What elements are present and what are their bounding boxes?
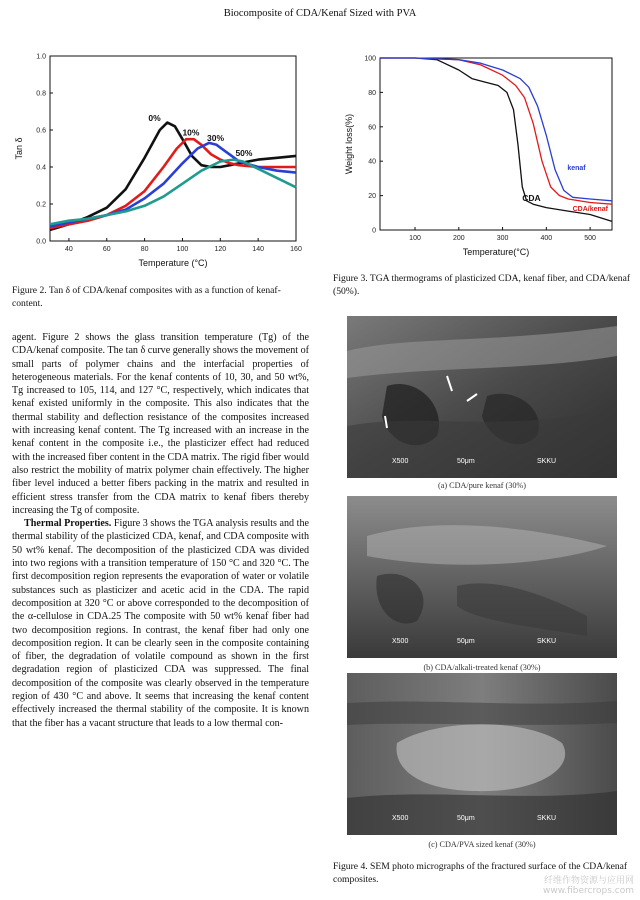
- sem-scale-bar-b: X500 50μm SKKU: [392, 638, 557, 645]
- y-tick-label: 40: [368, 158, 376, 166]
- watermark: 纤维作物资源与应用网 www.fibercrops.com: [543, 876, 634, 896]
- x-tick-label: 120: [214, 246, 227, 253]
- series-annotation: 0%: [148, 112, 161, 123]
- x-tick-label: 140: [252, 246, 264, 253]
- y-tick-label: 60: [368, 124, 376, 132]
- paragraph-thermal: Thermal Properties. Figure 3 shows the TGA analysis results and the thermal stability of the plasticized CDA, kenaf, and CDA composite with 50 wt% kenaf. The decomposition of the plasticized CDA was divided into two regions with a transition temperature of 150 °C and 320 °C. The first decomposition region represents the evaporation of water or volatile substances such as plasticizer and acetic acid in the CDA. The rapid decomposition at 320 °C or above corresponded to the decomposition of the α-cellulose in CDA.25 The composite with 50 wt% kenaf fiber had two decomposition regions. In contrast, the kenaf fiber had only one decomposition region. It can be clearly seen in the composite containing of fiber, the degradation of volatile compound as shown in the first degradation region of plasticized CDA was suppressed. The final decomposition of the composite was clearly observed in the temperature region of 430 °C and above. It seems that increasing the kenaf content effectively increased the thermal stability of the composite. It is known that the fiber has a vacant structure that leads to a low thermal con-: [12, 518, 309, 729]
- sem-texture-c: [347, 673, 617, 835]
- series-annotation: CDA/kenaf: [572, 206, 609, 214]
- x-tick-label: 300: [496, 235, 509, 242]
- y-tick-label: 0.0: [36, 238, 46, 246]
- x-tick-label: 80: [140, 246, 149, 253]
- series-line-kenaf: [380, 58, 612, 201]
- y-tick-label: 0.4: [36, 164, 46, 172]
- body-text-column: [12, 331, 309, 730]
- y-tick-label: 0.8: [36, 90, 46, 98]
- y-tick-label: 0.6: [36, 127, 46, 135]
- sem-caption-b: (b) CDA/alkali-treated kenaf (30%): [423, 663, 541, 672]
- figure-2-caption: Figure 2. Tan δ of CDA/kenaf composites with as a function of kenaf-content.: [12, 285, 281, 309]
- y-axis-label: Weight loss(%): [344, 113, 354, 175]
- sem-image-c: [347, 673, 617, 835]
- series-line-0-: [50, 123, 296, 230]
- section-heading-thermal: Thermal Properties.: [24, 518, 112, 530]
- plot-frame: [380, 58, 612, 230]
- y-axis-label: Tan δ: [14, 137, 24, 160]
- figure-4-caption: Figure 4. SEM photo micrographs of the fractured surface of the CDA/kenaf composites.: [333, 861, 628, 885]
- x-tick-label: 100: [176, 246, 189, 253]
- x-tick-label: 200: [452, 235, 465, 242]
- x-tick-label: 100: [409, 235, 421, 242]
- x-tick-label: 60: [102, 246, 111, 253]
- sem-caption-c: (c) CDA/PVA sized kenaf (30%): [428, 840, 536, 849]
- series-annotation: 50%: [235, 147, 253, 158]
- x-axis-label: Temperature(°C): [462, 247, 530, 257]
- x-tick-label: 500: [584, 235, 596, 242]
- sem-scale-bar-a: X500 50μm SKKU: [392, 458, 557, 465]
- figure-3-caption: Figure 3. TGA thermograms of plasticized CDA, kenaf fiber, and CDA/kenaf (50%).: [333, 273, 631, 297]
- y-tick-label: 100: [364, 55, 376, 63]
- sem-caption-a: (a) CDA/pure kenaf (30%): [438, 481, 526, 490]
- x-tick-label: 400: [540, 235, 553, 242]
- series-annotation: kenaf: [567, 164, 586, 172]
- sem-scale-bar-c: X500 50μm SKKU: [392, 815, 557, 822]
- series-line-10-: [50, 139, 296, 228]
- y-tick-label: 0.2: [36, 201, 46, 209]
- sem-image-b: [347, 496, 617, 658]
- series-annotation: CDA: [522, 192, 541, 203]
- y-tick-label: 20: [368, 193, 376, 201]
- x-axis-label: Temperature (°C): [138, 258, 208, 268]
- x-tick-label: 40: [65, 246, 73, 253]
- running-header: Biocomposite of CDA/Kenaf Sized with PVA: [223, 8, 417, 19]
- figure-3-tga-chart: [335, 40, 635, 268]
- y-tick-label: 80: [368, 89, 376, 97]
- sem-texture-a: [347, 316, 617, 478]
- series-line-cda: [380, 58, 612, 221]
- series-line-cda-kenaf: [380, 58, 612, 204]
- plot-frame: [50, 56, 296, 241]
- x-tick-label: 160: [290, 246, 302, 253]
- series-line-50-: [50, 160, 296, 225]
- sem-image-a: [347, 316, 617, 478]
- series-annotation: 30%: [207, 133, 225, 144]
- series-annotation: 10%: [182, 127, 200, 138]
- y-tick-label: 1.0: [36, 53, 46, 61]
- y-tick-label: 0: [372, 227, 376, 235]
- sem-texture-b: [347, 496, 617, 658]
- figure-2-tan-delta-chart: [8, 40, 318, 285]
- paragraph-tg: agent. Figure 2 shows the glass transition temperature (Tg) of the CDA/kenaf composite. The tan δ curve generally shows the movement of small parts of polymer chains and the interfacial properties of heterogeneous materials. For the kenaf contents of 10, 30, and 50 wt%, Tg increased to 105, 114, and 127 °C, respectively, which indicates that kenaf existed uniformly in the composite. This also indicates that the thermal stability and deflection resistance of the composites increased with increasing kenaf content. The Tg increased with an increase in the kenaf content in the composite i.e., the plasticizer effect had reduced with the increased fiber content in the CDA matrix. The rigid fiber would also restrict the mobility of matrix polymer chain effectively. The higher fiber level induced a better fibers packing in the matrix and resulted in efficient stress transfer from the CDA matrix to kenaf fibers thereby increasing the Tg of composite.: [12, 332, 309, 516]
